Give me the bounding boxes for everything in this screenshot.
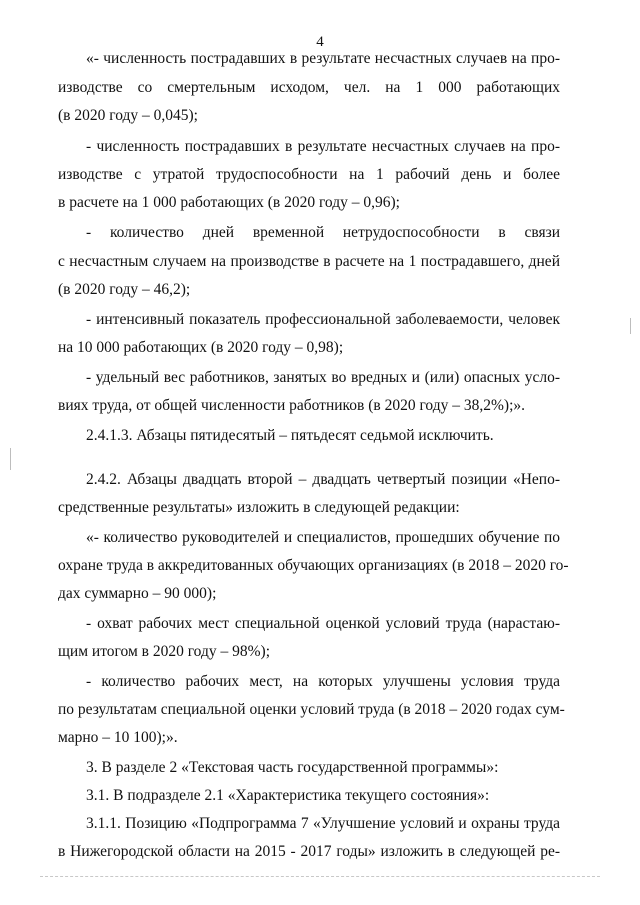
text-line: «- численность пострадавших в результате несчастных случаев на про- [86,50,560,67]
text-line: изводстве со смертельным исходом, чел. на 1 000 работающих [58,79,560,96]
text-line: изводстве с утратой трудоспособности на 1 рабочий день и более [58,166,560,183]
text-line: - интенсивный показатель профессиональной заболеваемости, человек [86,311,560,328]
text-line: - охват рабочих мест специальной оценкой условий труда (нарастаю- [86,615,560,632]
text-line: с несчастным случаем на производстве в расчете на 1 пострадавшего, дней [58,253,560,270]
scan-edge-artifact [40,876,600,878]
scan-margin-mark [10,448,11,470]
text-line: «- количество руководителей и специалистов, прошедших обучение по [86,529,560,546]
text-line: - количество рабочих мест, на которых улучшены условия труда [86,673,560,690]
text-line: 3. В разделе 2 «Текстовая часть государственной программы»: [86,759,499,776]
text-line: виях труда, от общей численности работников (в 2020 году – 38,2%);». [58,397,525,414]
text-line: - численность пострадавших в результате несчастных случаев на про- [86,138,560,155]
text-line: - удельный вес работников, занятых во вредных и (или) опасных усло- [86,369,560,386]
text-line: 2.4.2. Абзацы двадцать второй – двадцать четвертый позиции «Непо- [86,471,560,488]
text-line: (в 2020 году – 46,2); [58,281,191,298]
text-line: в расчете на 1 000 работающих (в 2020 году – 0,96); [58,194,400,211]
text-line: щим итогом в 2020 году – 98%); [58,643,270,660]
text-line: по результатам специальной оценки условий труда (в 2018 – 2020 годах сум- [58,701,565,718]
text-line: на 10 000 работающих (в 2020 году – 0,98); [58,339,344,356]
text-line: охране труда в аккредитованных обучающих организациях (в 2018 – 2020 го- [58,557,569,574]
text-line: дах суммарно – 90 000); [58,585,217,602]
text-line: - количество дней временной нетрудоспособности в связи [86,224,560,241]
text-line: (в 2020 году – 0,045); [58,107,198,124]
text-line: 2.4.1.3. Абзацы пятидесятый – пятьдесят седьмой исключить. [86,427,494,444]
text-line: 3.1. В подразделе 2.1 «Характеристика текущего состояния»: [86,787,490,804]
text-line: 3.1.1. Позицию «Подпрограмма 7 «Улучшение условий и охраны труда [86,815,560,832]
page-number: 4 [316,34,324,50]
scan-margin-mark [630,318,631,334]
text-line: марно – 10 100);». [58,729,178,746]
text-line: в Нижегородской области на 2015 - 2017 годы» изложить в следующей ре- [58,843,560,860]
text-line: средственные результаты» изложить в следующей редакции: [58,499,460,516]
